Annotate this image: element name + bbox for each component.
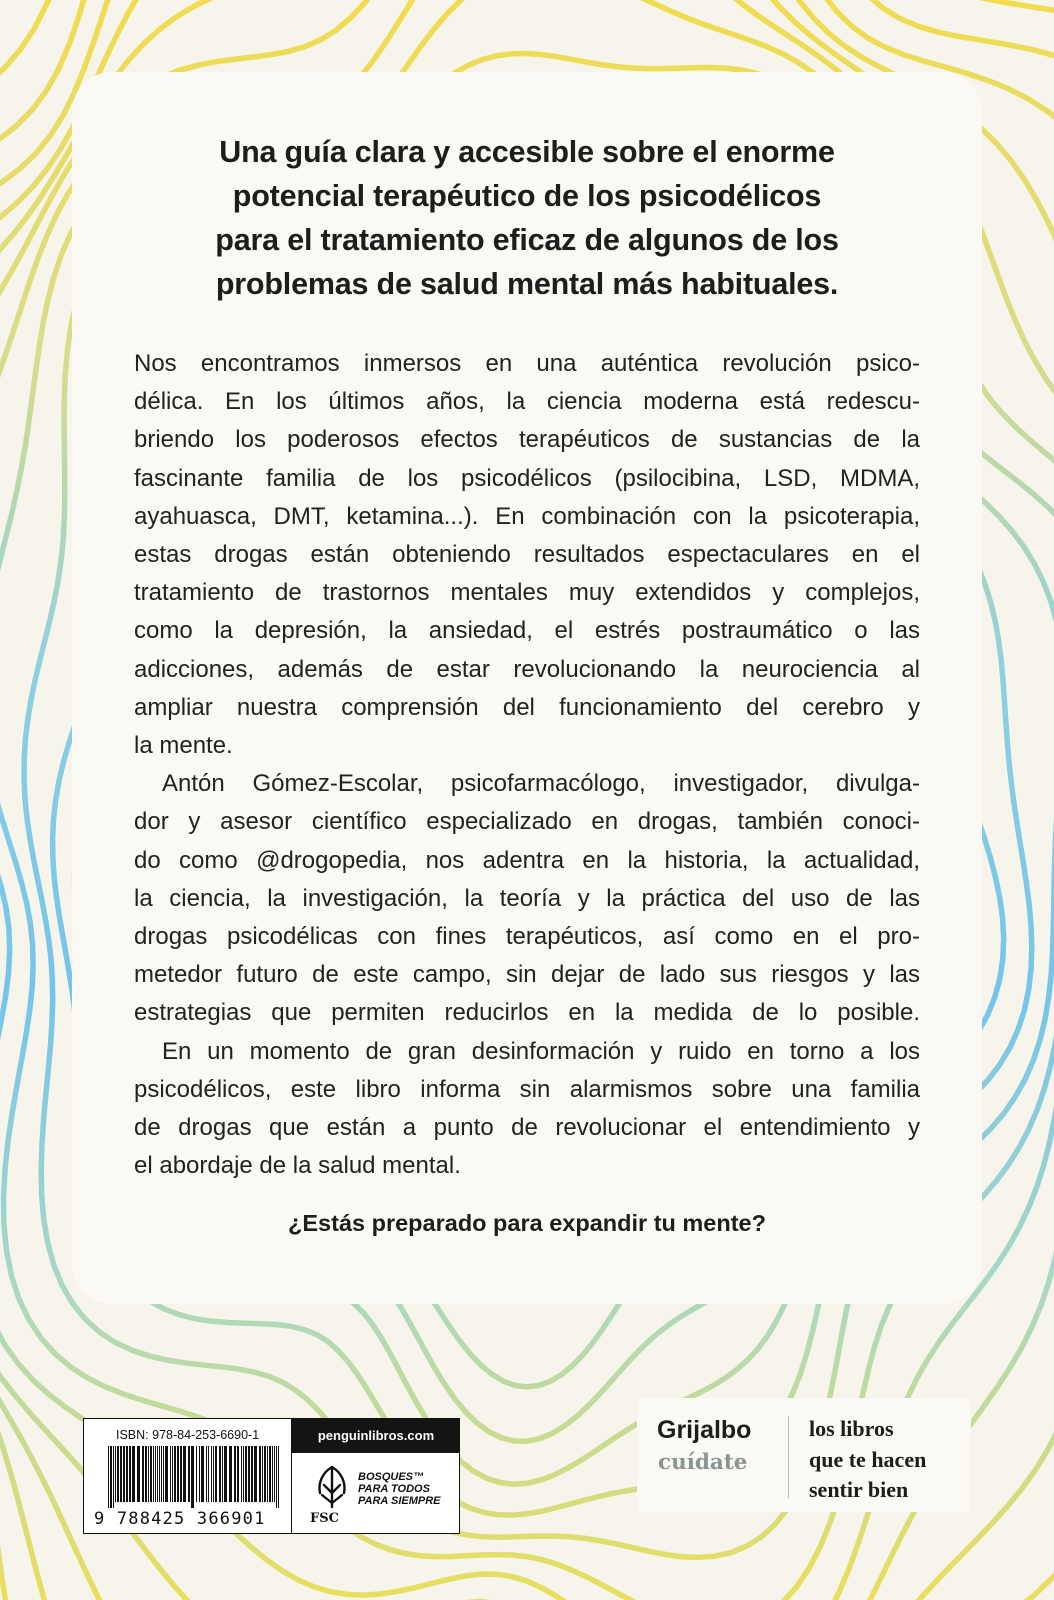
barcode-bar [274, 1446, 275, 1502]
imprint-name: cuídate [658, 1450, 748, 1475]
text-line: la ciencia, la investigación, la teoría y la práctica del uso de las [134, 884, 920, 912]
text-line: Nos encontramos inmersos en una auténtica revolución psico- [134, 350, 920, 377]
text-line: délica. En los últimos años, la ciencia moderna está redescu- [134, 388, 920, 416]
divider [788, 1416, 789, 1498]
publisher-slogan [809, 1414, 926, 1506]
fsc-slogan-line: BOSQUES™ [358, 1471, 425, 1483]
paragraph-3 [134, 1033, 920, 1186]
text-line: psicodélicos, este libro informa sin alarmismos sobre una familia [134, 1075, 920, 1103]
barcode-bar [137, 1446, 140, 1502]
text-line: drogas psicodélicas con fines terapéuticos, así como en el pro- [134, 923, 920, 951]
barcode-number: 9 788425 366901 [94, 1509, 266, 1529]
fsc-area [291, 1419, 460, 1533]
barcode-bar [196, 1446, 197, 1502]
text-line: estrategias que permiten reducirlos en la medida de lo posible. [134, 999, 920, 1027]
barcode-bar [234, 1446, 236, 1502]
barcode-bar [120, 1446, 122, 1502]
fsc-slogan [358, 1471, 441, 1507]
barcode-bar [262, 1446, 263, 1502]
barcode-bar [170, 1446, 171, 1502]
barcode-bar [165, 1446, 168, 1502]
barcode-bar [208, 1446, 209, 1502]
barcode-bar [272, 1446, 273, 1502]
headline-line: Una guía clara y accesible sobre el enorme [219, 135, 835, 169]
barcode-bar [243, 1446, 244, 1502]
barcode-bar [254, 1446, 257, 1502]
barcode-bar [115, 1446, 116, 1502]
headline [150, 130, 904, 306]
barcode-bar [159, 1446, 160, 1502]
text-line: adicciones, además de estar revolucionando la neurociencia al [134, 655, 920, 683]
tagline: ¿Estás preparado para expandir tu mente? [288, 1210, 766, 1236]
text-line: En un momento de gran desinformación y ruido en torno a los [162, 1037, 920, 1065]
barcode-bar [148, 1446, 149, 1502]
barcode-bar [267, 1446, 268, 1502]
barcode-bar [180, 1446, 182, 1502]
barcode-bar [269, 1446, 271, 1502]
text-line: el abordaje de la salud mental. [134, 1152, 461, 1180]
barcode-bar [213, 1446, 214, 1502]
barcode-bar [241, 1446, 242, 1502]
publisher-website: penguinlibros.com [292, 1419, 460, 1453]
paragraph-1 [134, 345, 920, 765]
paragraph-2 [134, 765, 920, 1032]
barcode-bar [142, 1446, 144, 1502]
barcode-bar [278, 1446, 279, 1508]
barcode-bar [191, 1446, 194, 1508]
barcode-area [84, 1419, 290, 1533]
barcode-bar [259, 1446, 261, 1502]
barcode-bar [211, 1446, 212, 1502]
barcode-bar [177, 1446, 179, 1502]
isbn-label: ISBN: 978-84-253-6690-1 [116, 1428, 260, 1442]
text-line: Antón Gómez-Escolar, psicofarmacólogo, investigador, divulga- [162, 770, 920, 798]
headline-line: problemas de salud mental más habituales. [215, 267, 839, 301]
barcode-bar [248, 1446, 250, 1502]
text-line: estas drogas están obteniendo resultados espectaculares en el [134, 541, 920, 569]
text-line: dor y asesor científico especializado en drogas, también conoci- [134, 808, 920, 836]
slogan-line: que te hacen [809, 1446, 927, 1472]
barcode-bar [155, 1446, 156, 1502]
barcode-bar [157, 1446, 158, 1502]
text-line: como la depresión, la ansiedad, el estrés postraumático o las [134, 617, 920, 645]
barcode-bar [251, 1446, 253, 1502]
barcode-bar [219, 1446, 221, 1502]
barcode-bar [276, 1446, 277, 1508]
barcode-bar [172, 1446, 173, 1502]
barcode-bar [224, 1446, 227, 1502]
publisher-block [637, 1398, 971, 1512]
barcode-bar [183, 1446, 186, 1502]
text-line: la mente. [134, 732, 233, 760]
barcode-bar [123, 1446, 125, 1502]
barcode-bar [153, 1446, 154, 1502]
barcode-bar [161, 1446, 162, 1502]
text-line: briendo los poderosos efectos terapéuticos de sustancias de la [134, 426, 920, 454]
barcode-bar [199, 1446, 200, 1502]
barcode-bar [145, 1446, 147, 1502]
barcode-bar [117, 1446, 119, 1502]
barcode-bar [201, 1446, 204, 1502]
barcode-bar [163, 1446, 164, 1502]
text-line: do como @drogopedia, nos adentra en la historia, la actualidad, [134, 846, 920, 874]
fsc-slogan-line: PARA TODOS [358, 1483, 430, 1495]
barcode-bar [215, 1446, 217, 1502]
barcode-bar [132, 1446, 135, 1502]
slogan-line: sentir bien [809, 1477, 909, 1502]
text-line: metedor futuro de este campo, sin dejar de lado sus riesgos y las [134, 961, 920, 989]
description-body [134, 345, 920, 1185]
barcode-block [83, 1418, 460, 1534]
barcode-bar [229, 1446, 232, 1502]
text-line: ayahuasca, DMT, ketamina...). En combinación con la psicoterapia, [134, 502, 920, 530]
barcode-bar [188, 1446, 190, 1502]
barcode-bar [150, 1446, 152, 1502]
barcode-bars [106, 1446, 284, 1508]
fsc-slogan-line: PARA SIEMPRE [358, 1495, 441, 1507]
barcode-bar [245, 1446, 247, 1502]
headline-line: para el tratamiento eficaz de algunos de los [215, 223, 839, 257]
barcode-bar [237, 1446, 239, 1502]
barcode-bar [174, 1446, 176, 1502]
barcode-bar [264, 1446, 266, 1502]
barcode-bar [108, 1446, 109, 1508]
text-line: tratamiento de trastornos mentales muy extendidos y complejos, [134, 579, 920, 607]
fsc-label: FSC [310, 1511, 339, 1526]
barcode-bar [222, 1446, 223, 1502]
barcode-bar [206, 1446, 207, 1502]
barcode-bar [126, 1446, 128, 1502]
text-line: fascinante familia de los psicodélicos (psilocibina, LSD, MDMA, [134, 464, 920, 492]
headline-line: potencial terapéutico de los psicodélicos [232, 179, 822, 213]
text-line: de drogas que están a punto de revolucionar el entendimiento y [134, 1114, 920, 1142]
publisher-logo: Grijalbo [657, 1416, 752, 1444]
barcode-bar [129, 1446, 131, 1502]
text-line: ampliar nuestra comprensión del funcionamiento del cerebro y [134, 693, 920, 721]
barcode-bar [110, 1446, 112, 1508]
slogan-line: los libros [809, 1416, 894, 1441]
barcode-bar [113, 1446, 114, 1508]
